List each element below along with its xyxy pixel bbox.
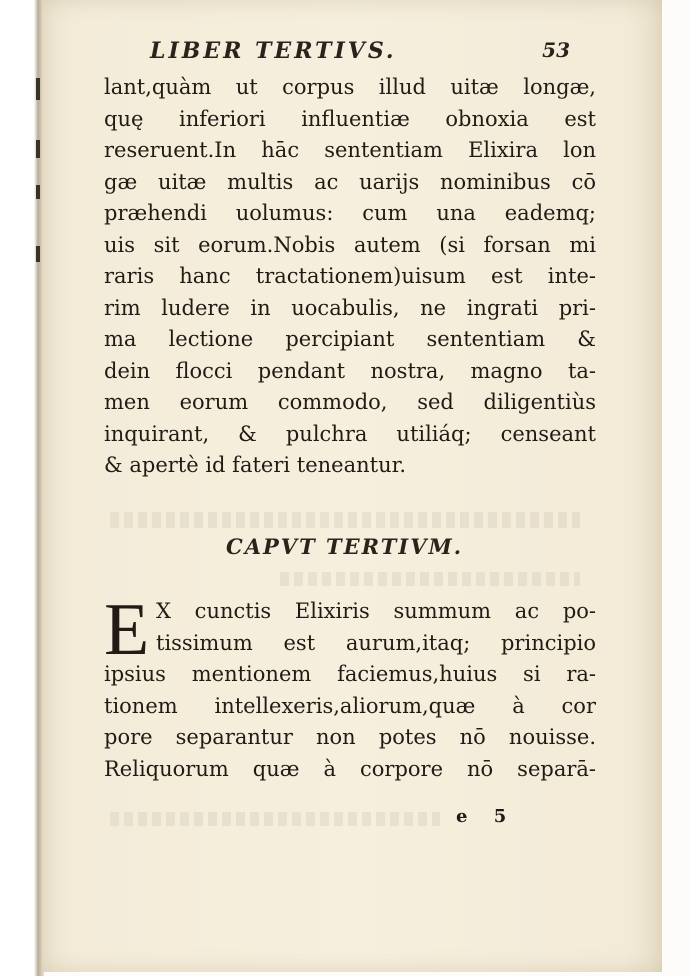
text-line: rim ludere in uocabulis, ne ingrati pri- — [104, 295, 596, 320]
text-line: tionem intellexeris,aliorum,quæ à cor — [104, 693, 596, 718]
text-line: dein flocci pendant nostra, magno ta- — [104, 358, 596, 383]
running-head — [150, 38, 570, 70]
text-line: X cunctis Elixiris summum ac po- — [156, 599, 596, 623]
text-line: uis sit eorum.Nobis autem (si forsan mi — [104, 232, 596, 257]
text-line: reseruent.In hāc sententiam Elixira lon — [104, 138, 596, 162]
running-title: LIBER TERTIVS. — [150, 38, 397, 64]
paragraph-body — [104, 72, 596, 482]
text-line: lant,quàm ut corpus illud uitæ longæ, — [104, 75, 596, 99]
signature-mark: e 5 — [456, 806, 517, 827]
chapter-heading: CAPVT TERTIVM. — [226, 534, 464, 559]
drop-cap: E — [104, 589, 150, 671]
text-line: Reliquorum quæ à corpore nō separā- — [104, 756, 596, 781]
text-line: quę inferiori influentiæ obnoxia est — [104, 106, 596, 131]
page-number: 53 — [542, 38, 570, 62]
text-line: ipsius mentionem faciemus,huius si ra- — [104, 662, 596, 686]
text-line: gæ uitæ multis ac uarijs nominibus cō — [104, 169, 596, 194]
text-line: pore separantur non potes nō nouisse. — [104, 725, 596, 749]
text-line: ma lectione percipiant sententiam & — [104, 327, 596, 351]
text-line: tissimum est aurum,itaq; principio — [156, 630, 596, 655]
show-through — [110, 812, 440, 826]
text-line: præhendi uolumus: cum una eademq; — [104, 201, 596, 225]
show-through — [110, 512, 580, 528]
text-line: men eorum commodo, sed diligentiùs — [104, 390, 596, 414]
text-line: & apertè id fateri teneantur. — [104, 453, 406, 477]
chapter-body — [104, 589, 596, 785]
text-line: raris hanc tractationem)uisum est inte- — [104, 264, 596, 288]
show-through — [280, 572, 580, 586]
text-line: inquirant, & pulchra utiliáq; censeant — [104, 421, 596, 446]
